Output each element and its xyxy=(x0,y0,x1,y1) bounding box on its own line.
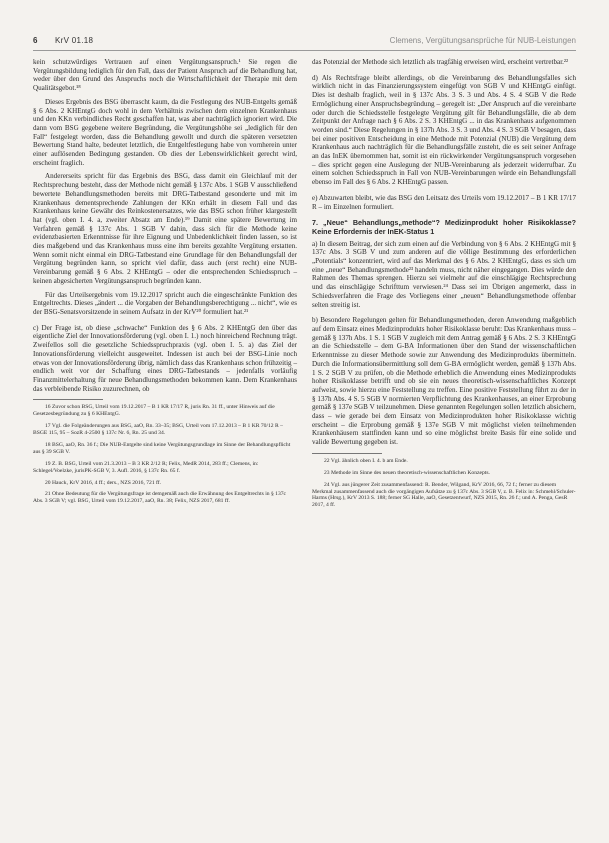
journal-name: KrV 01.18 xyxy=(55,36,94,45)
paragraph: Dieses Ergebnis des BSG überrascht kaum, da die Festlegung des NUB-Entgelts gemäß § 6 Abs. 2 KHEntgG doch wohl in dem Verhältnis zwischen dem einzelnen Krankenhaus und den KKn verbindliches Recht geschaffen hat, was aber nachträglich ignoriert wird. Die dann vom BSG gegebene weitere Begründung, die Vergütungshöhe sei „lediglich für den Fall“ festgelegt worden, dass die Behandlung gewollt und durch die späteren versetzten Bewertung Stand halte, bedeutet letztlich, die Entgeltfestlegung habe von vornherein unter einer auflösenden Bedingung gestanden. Ob dies der Lebenswirklichkeit gerecht wird, erscheint fraglich. xyxy=(33,97,297,167)
section-a-paragraph: a) In diesem Beitrag, der sich zum einen auf die Verbindung von § 6 Abs. 2 KHEntgG mit § 137c Abs. 3 SGB V und zum anderen auf die völlige Bestimmung des erforderlichen „Potentials“ konzentriert, wird auf das Merkmal des § 6 Abs. 2 KHEntgG, dass es sich um eine „neue“ Behandlungsmethode²³ handeln muss, nicht näher eingegangen. Dies würde den Rahmen des Themas sprengen. Hierzu sei vielmehr auf die einschlägige Rechtsprechung und das einschlägige Schrifttum verwiesen.²⁴ Dass sei im Übrigen angemerkt, dass in Schiedsverfahren die Frage des Vorliegens einer „neuen“ Behandlungsmethode offenbar selten streitig ist. xyxy=(312,239,576,309)
section-d-paragraph: d) Als Rechtsfrage bleibt allerdings, ob die Vereinbarung des Behandlungsfalles sich wirklich nicht in das Finanzierungssystem eingefügt von SGB V und KHEntgG einfügt. Dies ist deshalb fraglich, weil in § 137c Abs. 3 S. 3 und Abs. 4 S. 4 SGB V die Rede Ermöglichung einer Anspruchsbegründung – geregelt ist: „Der Anspruch auf die vereinbarte oder durch die Schiedsstelle festgelegte Vergütung gilt für Behandlungsfälle, die ab dem Zeitpunkt der Anfrage nach § 6 Abs. 2 S. 3 KHEntgG ... in das Krankenhaus aufgenommen worden sind.“ Diese Regelungen in § 137h Abs. 3 S. 3 und Abs. 4 S. 3 SGB V besagen, dass bei einer positiven Entscheidung in eine Methode mit Potenzial (NUB) die Vergütung dem Krankenhaus auch nachträglich für die Behandlungsfälle zusteht, die es seit seiner Anfrage an das InEK übernommen hat, somit ist ein rückwirkender Vergütungsanspruch vorgesehen – dies spricht gegen eine Auslegung der NUB-Vereinbarung als jederzeit widerrufbar. Zu einem solchen Schiedsspruch in Fall von NUB-Vereinbarungen würde ein Behandlungsfall ebenso im Fall des § 6 Abs. 2 KHEntgG passen. xyxy=(312,73,576,187)
page-header xyxy=(33,36,576,48)
footnote: 23 Methode im Sinne des neuen theoretisch-wissenschaftlichen Konzepts. xyxy=(324,469,490,476)
page-number: 6 xyxy=(33,36,38,45)
left-column xyxy=(33,58,297,510)
footnote: 24 Vgl. aus jüngerer Zeit zusammenfassend: R. Bender, Wilgand, KrV 2016, 66, 72 f.; ferner zu diesem Merkmal zusammenfassend auch die vorgängigen Aufsätze zu § 137c Abs. 3 SGB V, z. B. Felix in: Schmehl/Schuler-Harms (Hrsg.), KrV 2013 S. 188; ferner SG Halle, aaO, Gesetzentwurf, NZS 2015, Rn. 26 f.; und A. Penga, GesR 2017, 4 ff. xyxy=(312,481,576,509)
paragraph: das Potenzial der Methode sich letztlich als tragfähig erweisen wird, erscheint vertretbar.²² xyxy=(312,58,569,66)
section-b-paragraph: b) Besondere Regelungen gelten für Behandlungsmethoden, deren Anwendung maßgeblich auf dem Einsatz eines Medizinprodukts hoher Risikoklasse beruht: Das Krankenhaus muss – gemäß § 137h Abs. 1 S. 1 SGB V zugleich mit dem Antrag gemäß § 6 Abs. 2 S. 3 KHEntgG an die Schiedsstelle – dem G-BA Informationen über den Stand der wissenschaftlichen Erkenntnisse zu dieser Methode sowie zur Anwendung des Medizinprodukts übermitteln. Durch die Informationsübermittlung soll dem G-BA ermöglicht werden, gemäß § 137h Abs. 1 S. 2 SGB V zu prüfen, ob die Methode erheblich die Anwendung eines Medizinprodukts hoher Risikoklasse betrifft und ob sie ein neues theoretisch-wissenschaftliches Konzept aufweist, sowie hierzu eine Feststellung zu treffen. Eine positive Feststellung führt zu der in § 137h Abs. 4 S. 5 SGB V normierten Verpflichtung des Krankenhauses, an einer Erprobung gemäß § 137e SGB V teilzunehmen. Diese genannten Regelungen sollen letztlich absichern, dass – wie gerade bei dem Einsatz von Medizinprodukten hoher Risikoklasse wichtig erscheint – die Erprobung gemäß § 137e SGB V mit möglichst vielen teilnehmenden Krankenhäusern stattfinden kann und so eine möglichst breite Basis für eine solide und valide Bewertung gegeben ist. xyxy=(312,316,576,447)
paragraph: kein schutzwürdiges Vertrauen auf einen Vergütungsanspruch.¹ Sie regen die Vergütungsbildung lediglich für den Fall, dass der Patient Anspruch auf die Behandlung hat, weder über den Grund des Anspruchs noch die Wirtschaftlichkeit der Therapie mit dem Qualitätsgebot.¹⁸ xyxy=(33,58,297,93)
running-title: Clemens, Vergütungsansprüche für NUB-Leistungen xyxy=(389,36,576,45)
footnote: 17 Vgl. die Folgeänderungen aus BSG, aaO, Rn. 33–35; BSG, Urteil vom 17.12.2013 – B 1 KR 70/12 R – BSGE 115, 95 – SozR 4-2500 § 137c Nr. 6, Rn. 25 und 34. xyxy=(33,423,283,437)
footnote-rule xyxy=(33,399,103,400)
footnote-rule xyxy=(312,453,382,454)
section-e-paragraph: e) Abzuwarten bleibt, wie das BSG den Leitsatz des Urteils vom 19.12.2017 – B 1 KR 17/17 R – im Einzelnen formuliert. xyxy=(312,193,576,211)
footnote: 20 Hauck, KrV 2016, 4 ff.; ders., NZS 2016, 721 ff. xyxy=(45,479,162,486)
paragraph: Andererseits spricht für das Ergebnis des BSG, dass damit ein Gleichlauf mit der Rechtsprechung besteht, dass der Methode nicht gemäß § 137c Abs. 1 SGB V ausschließend bewertete Behandlungsmethoden bereits mit DRG-Tatbestand gesonderte und mit im Krankenhaus dementsprechende Zahlungen der KKn erhält in diesem Fall und das Krankenhaus keine Gewähr des Reinkostenersatzes, wie das BSG schon früher klargestellt hat (vgl. oben I. 4. a, zweiter Absatz am Ende).¹⁹ Damit eine spätere Bewertung im Verfahren gemäß § 137c Abs. 1 SGB V dahin, dass sich für die Methode keine evidenzbasierten Erkenntnisse für ihre Eignung und Unbedenklichkeit finden lassen, so ist dies maßgebend und das Krankenhaus muss eine ihm bereits gezahlte Vergütung erstatten. Wenn somit nicht einmal ein DRG-Tatbestand eine Grundlage für den Behandlungsfall der Vergütung begründen kann, so spricht viel dafür, dass auch (erst recht) eine NUB-Vereinbarung gemäß § 6 Abs. 2 KHEntgG – oder die entsprechenden Schiedsspruch – keinen abgesicherten Vergütungsanspruch begründen kann. xyxy=(33,172,297,285)
footnote: 21 Ohne Bedeutung für die Vergütungsfrage ist demgemäß auch die Erwähnung des Entgeltrechts in § 137c Abs. 3 SGB V; vgl. BSG, Urteil vom 19.12.2017, aaO, Rn. 38; Felix, NZS 2017, 681 ff. xyxy=(33,491,287,505)
footnote: 22 Vgl. ähnlich oben I. 4. b am Ende. xyxy=(324,457,408,464)
footnote: 19 Z. B. BSG, Urteil vom 21.3.2013 – B 3 KR 2/12 R; Felix, MedR 2014, 283 ff.; Clemens, in: Schlegel/Voelzke, jurisPK-SGB V, 3. Aufl. 2016, § 137c Rn. 65 f. xyxy=(33,460,259,474)
footnote: 16 Zuvor schon BSG, Urteil vom 19.12.2017 – B 1 KR 17/17 R, juris Rn. 31 ff., unter Hinweis auf die Gesetzesbegründung zu § 6 KHEntgG. xyxy=(33,404,275,418)
section-c-paragraph: c) Der Frage ist, ob diese „schwache“ Funktion des § 6 Abs. 2 KHEntgG den über das eigentliche Ziel der Innovationsförderung (vgl. oben I. 1.) noch hinreichend Rechnung trägt. Zweifellos soll die gesetzliche Schiedsspruchpraxis (vgl. oben I. 5. a) das Ziel der Innovationsförderung vielleicht ausgeweitet. Indessen ist auch bei der BSG-Linie noch etwas von der Innovationsförderung übrig, nämlich dass das Krankenhaus schon frühzeitig – endlich weit vor der Schaffung eines DRG-Tatbestands – jedenfalls vorläufig Finanzmittelerhaltung für neue Behandlungsmethoden bekommen kann. Dem Krankenhaus das verbleibende Risiko zuzurechnen, ob xyxy=(33,323,297,393)
footnote: 18 BSG, aaO, Rn. 36 f.; Die NUB-Entgelte sind keine Vergütungsgrundlage im Sinne der Behandlungspflicht aus § 39 SGB V. xyxy=(33,441,291,455)
header-rule xyxy=(33,50,576,51)
right-column xyxy=(312,58,576,514)
section-heading: 7. „Neue“ Behandlungs„methode“? Medizinprodukt hoher Risikoklasse? Keine Erfordernis der InEK-Status 1 xyxy=(312,218,576,236)
paragraph: Für das Urteilsergebnis vom 19.12.2017 spricht auch die eingeschränkte Funktion des Entgeltrechts. Dieses „ändert ... die Vorgaben der Behandlungsberechtigung ... nicht“, wie es der BSG-Senatsvorsitzende in seinem Aufsatz in der KrV²⁰ formuliert hat.²¹ xyxy=(33,290,297,316)
